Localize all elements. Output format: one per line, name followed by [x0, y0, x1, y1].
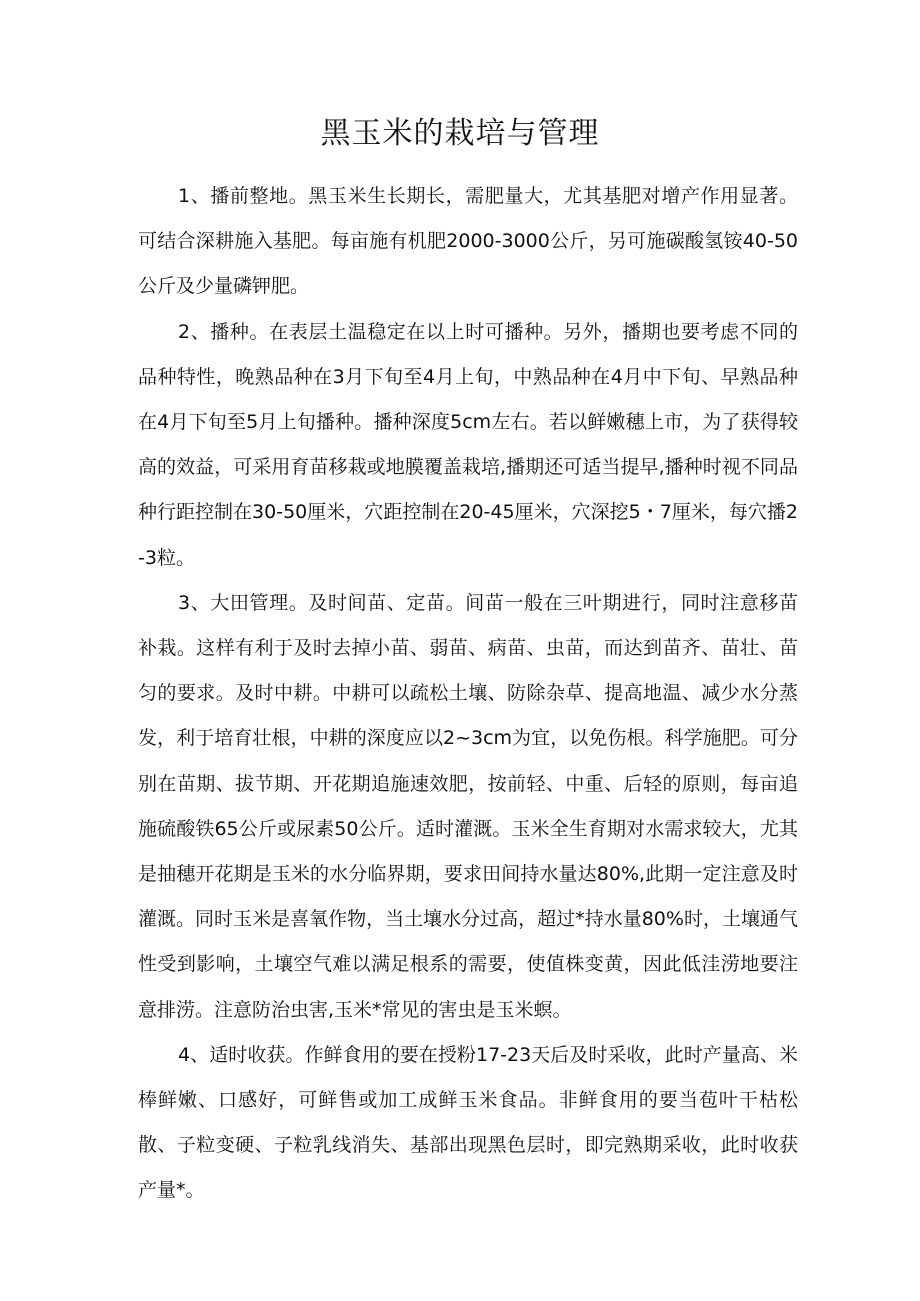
document-body	[138, 174, 798, 1214]
paragraph-4-harvest: 4、适时收获。作鲜食用的要在授粉17-23天后及时采收，此时产量高、米棒鲜嫩、口感好，可鲜售或加工成鲜玉米食品。非鲜食用的要当苞叶干枯松散、子粒变硬、子粒乳线消失、基部出现黑色层时，即完熟期采收，此时收获产量*。	[138, 1043, 798, 1202]
paragraph-1-site-preparation: 1、播前整地。黑玉米生长期长，需肥量大，尤其基肥对增产作用显著。可结合深耕施入基肥。每亩施有机肥2000-3000公斤，另可施碳酸氢铵40-50公斤及少量磷钾肥。	[138, 185, 798, 298]
paragraph-2-sowing: 2、播种。在表层土温稳定在以上时可播种。另外，播期也要考虑不同的品种特性，晚熟品种在3月下旬至4月上旬，中熟品种在4月中下旬、早熟品种在4月下旬至5月上旬播种。播种深度5cm左右。若以鲜嫩穗上市，为了获得较高的效益，可采用育苗移栽或地膜覆盖栽培,播期还可适当提早,播种时视不同品种行距控制在30-50厘米，穴距控制在20-45厘米，穴深挖5・7厘米，每穴播2-3粒。	[138, 320, 798, 569]
document-title: 黑玉米的栽培与管理	[320, 116, 600, 151]
paragraph-3-field-management: 3、大田管理。及时间苗、定苗。间苗一般在三叶期进行，同时注意移苗补栽。这样有利于及时去掉小苗、弱苗、病苗、虫苗，而达到苗齐、苗壮、苗匀的要求。及时中耕。中耕可以疏松土壤、防除杂草、提高地温、减少水分蒸发，利于培育壮根，中耕的深度应以2~3cm为宜，以免伤根。科学施肥。可分别在苗期、拔节期、开花期追施速效肥，按前轻、中重、后轻的原则，每亩追施硫酸铁65公斤或尿素50公斤。适时灌溉。玉米全生育期对水需求较大，尤其是抽穗开花期是玉米的水分临界期，要求田间持水量达80%,此期一定注意及时灌溉。同时玉米是喜氧作物，当土壤水分过高，超过*持水量80%时，土壤通气性受到影响，土壤空气难以满足根系的需要，使值株变黄，因此低洼涝地要注意排涝。注意防治虫害,玉米*常见的害虫是玉米螟。	[138, 591, 798, 1021]
